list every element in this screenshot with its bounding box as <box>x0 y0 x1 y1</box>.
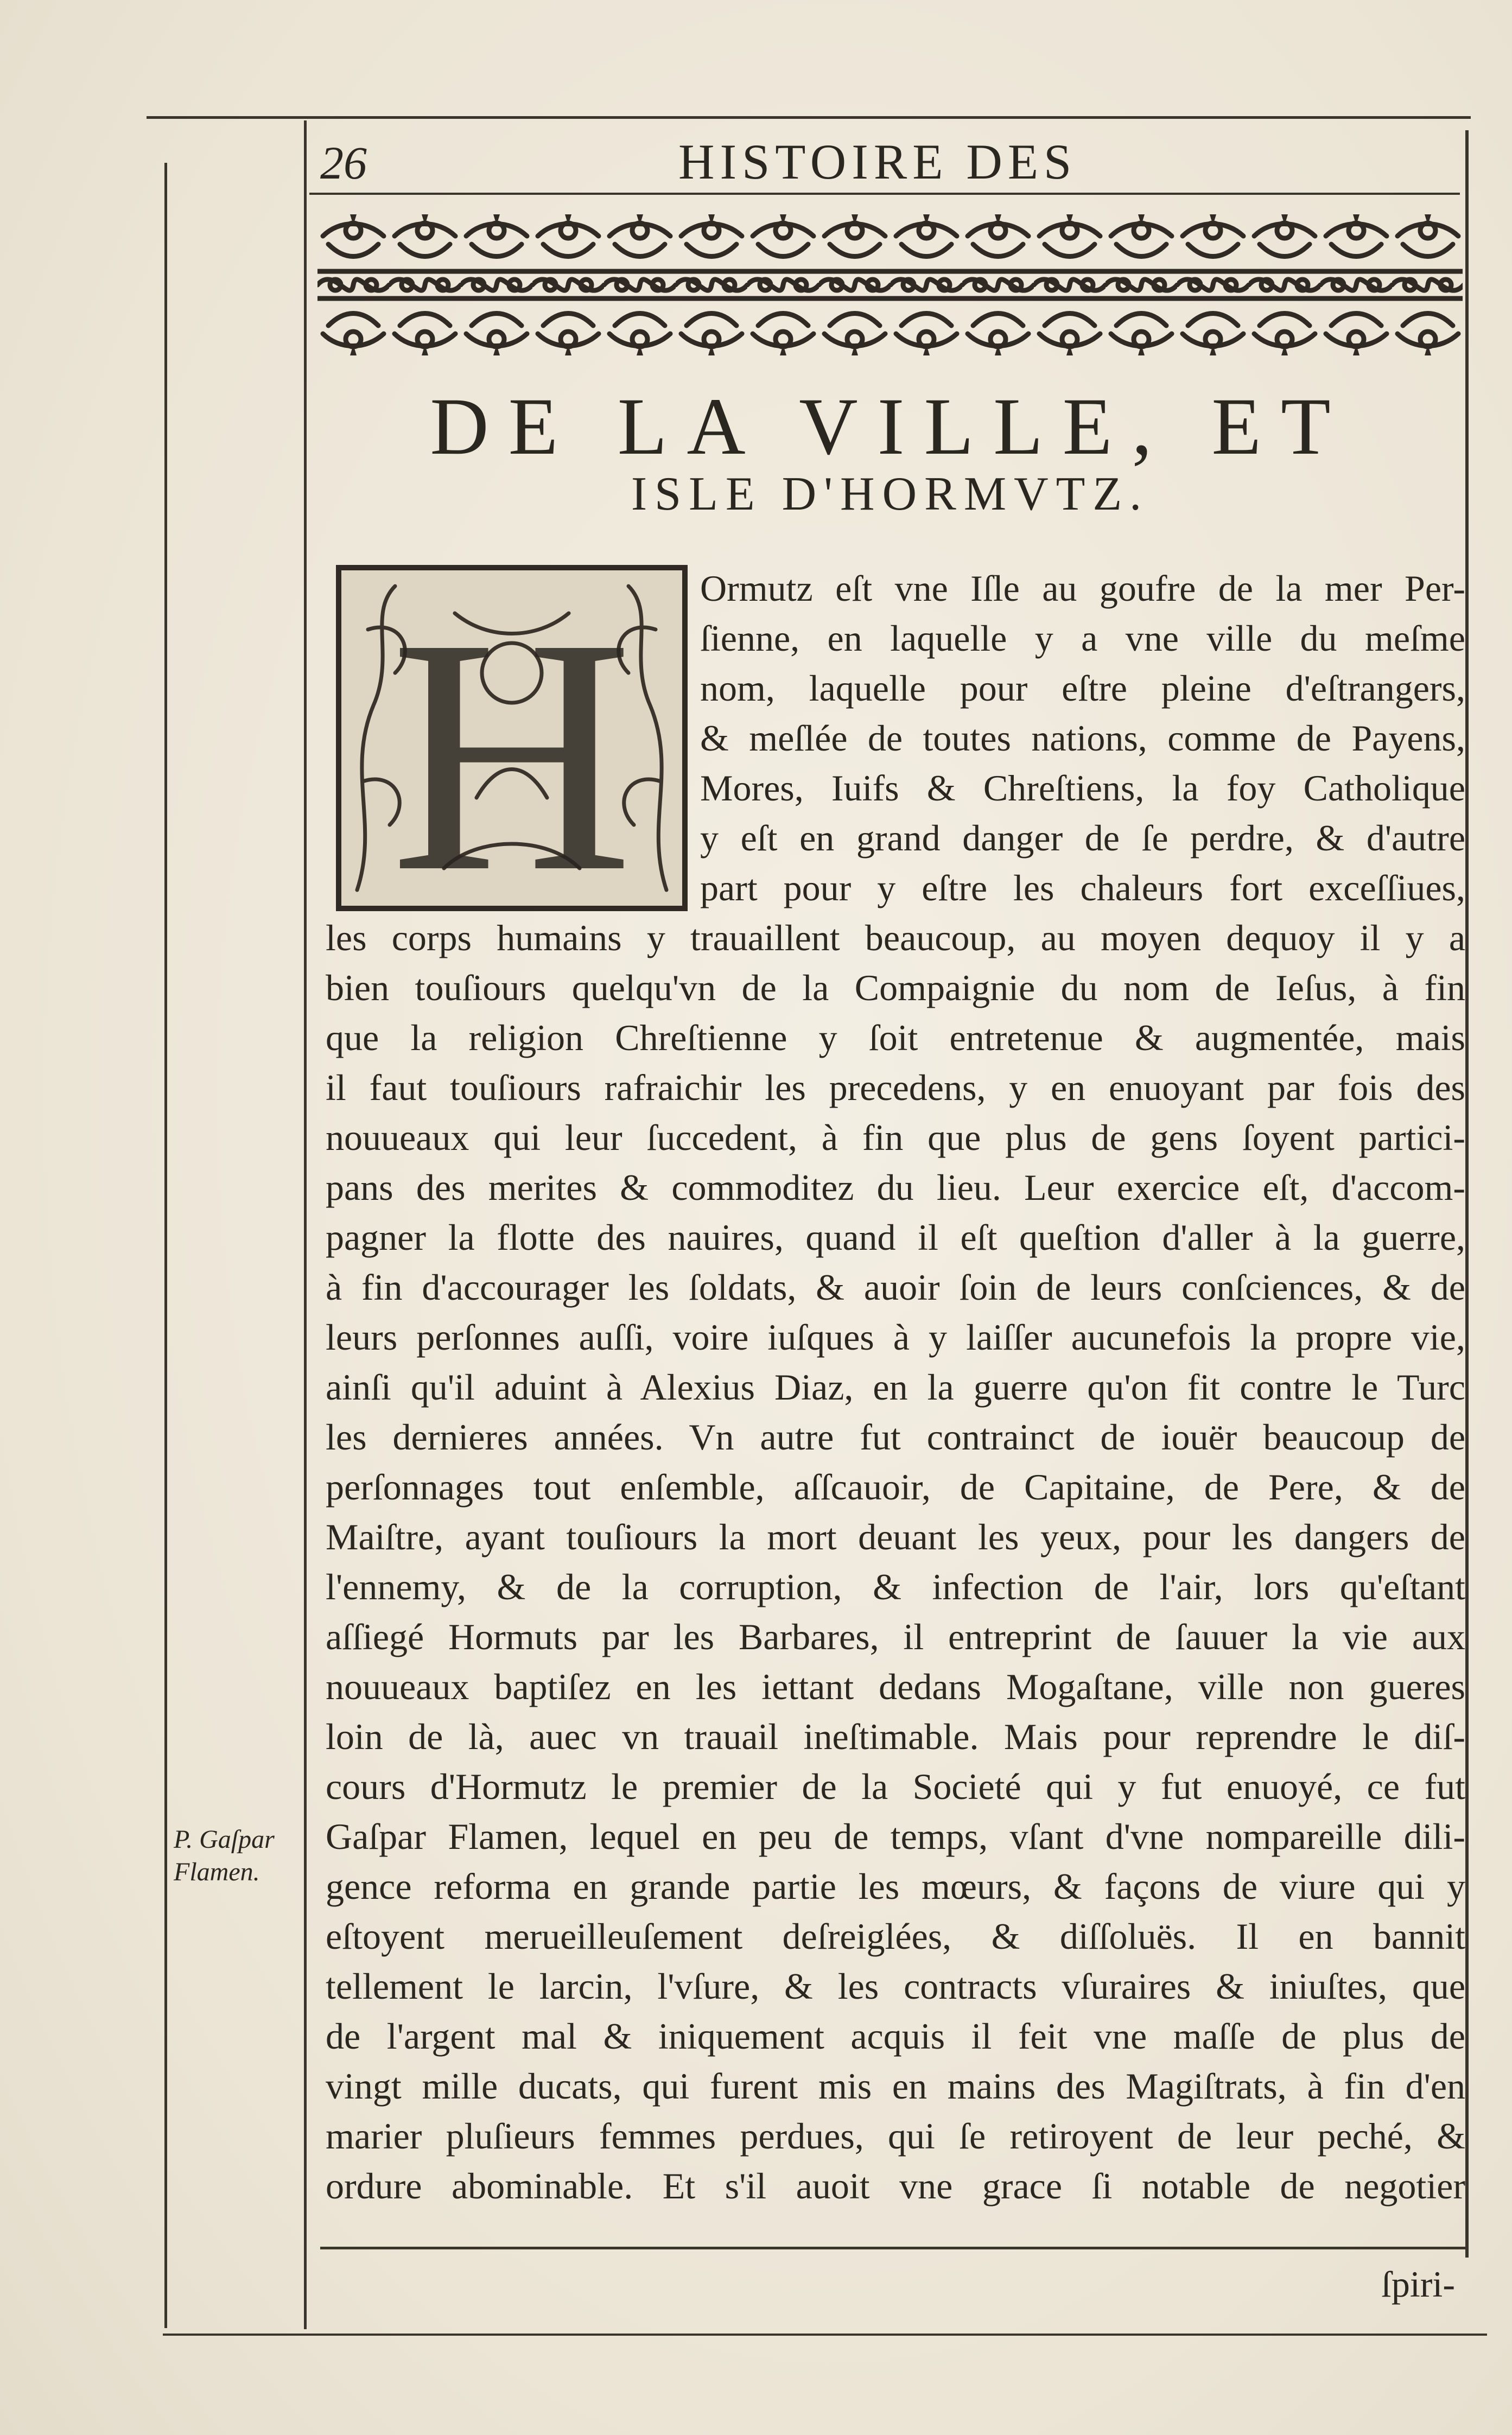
text-line: pans des merites & commoditez du lieu. Leur exercice eſt, d'accom- <box>326 1167 1465 1208</box>
text-line: cours d'Hormutz le premier de la Societé qui y fut enuoyé, ce fut <box>326 1766 1465 1807</box>
marginal-note <box>174 1823 275 1889</box>
text-line: Gaſpar Flamen, lequel en peu de temps, vſant d'vne nompareille dili- <box>326 1816 1465 1857</box>
text-line: les corps humains y trauaillent beaucoup, au moyen dequoy il y a <box>326 917 1465 958</box>
text-bottom-rule <box>320 2247 1465 2249</box>
text-line: les dernieres années. Vn autre fut contrainct de iouër beaucoup de <box>326 1416 1465 1458</box>
text-line: eſtoyent merueilleuſement deſreiglées, & diſſoluës. Il en bannit <box>326 1916 1465 1957</box>
text-line: il faut touſiours rafraichir les precedens, y en enuoyant par fois des <box>326 1067 1465 1108</box>
margin-left-rule <box>164 163 167 2328</box>
chapter-title: DE LA VILLE, ET <box>430 382 1350 472</box>
right-frame-rule <box>1465 130 1469 2258</box>
top-frame-rule <box>147 116 1471 119</box>
text-line: ordure abominable. Et s'il auoit vne grace ſi notable de negotier <box>326 2165 1465 2207</box>
text-line: aſſiegé Hormuts par les Barbares, il entreprint de ſauuer la vie aux <box>326 1616 1465 1657</box>
text-left-rule <box>304 120 307 2329</box>
headpiece-ornament <box>317 214 1463 355</box>
text-line: nom, laquelle pour eſtre pleine d'eſtrangers, <box>700 667 1465 709</box>
text-line: perſonnages tout enſemble, aſſcauoir, de Capitaine, de Pere, & de <box>326 1466 1465 1508</box>
text-line: marier pluſieurs femmes perdues, qui ſe retiroyent de leur peché, & <box>326 2115 1465 2157</box>
text-line: à fin d'accourager les ſoldats, & auoir ſoin de leurs conſciences, & de <box>326 1267 1465 1308</box>
text-line: vingt mille ducats, qui furent mis en mains des Magiſtrats, à fin d'en <box>326 2065 1465 2107</box>
text-line: y eſt en grand danger de ſe perdre, & d'autre <box>700 817 1465 859</box>
running-head: HISTOIRE DES <box>678 134 1077 189</box>
text-line: loin de là, auec vn trauail ineſtimable. Mais pour reprendre le diſ- <box>326 1716 1465 1757</box>
text-line: & meſlée de toutes nations, comme de Payens, <box>700 717 1465 759</box>
text-line: l'ennemy, & de la corruption, & infection de l'air, lors qu'eſtant <box>326 1566 1465 1607</box>
text-line: gence reforma en grande partie les mœurs, & façons de viure qui y <box>326 1866 1465 1907</box>
text-line: nouueaux qui leur ſuccedent, à fin que plus de gens ſoyent partici- <box>326 1117 1465 1158</box>
bottom-frame-rule <box>163 2334 1487 2336</box>
marginal-note-line: P. Gaſpar <box>174 1825 275 1854</box>
text-line: tellement le larcin, l'vſure, & les contracts vſuraires & iniuſtes, que <box>326 1966 1465 2007</box>
dropcap-letter: H <box>390 569 633 912</box>
text-line: Ormutz eſt vne Iſle au goufre de la mer Per- <box>700 568 1465 609</box>
header-rule <box>309 193 1460 195</box>
text-line: de l'argent mal & iniquement acquis il feit vne maſſe de plus de <box>326 2016 1465 2057</box>
text-line: ainſi qu'il aduint à Alexius Diaz, en la guerre qu'on fit contre le Turc <box>326 1366 1465 1408</box>
text-line: que la religion Chreſtienne y ſoit entretenue & augmentée, mais <box>326 1017 1465 1058</box>
text-line: pagner la flotte des nauires, quand il eſt queſtion d'aller à la guerre, <box>326 1217 1465 1258</box>
text-line: bien touſiours quelqu'vn de la Compaignie du nom de Ieſus, à fin <box>326 967 1465 1008</box>
page-number: 26 <box>320 137 367 189</box>
catchword: ſpiri- <box>1381 2264 1455 2305</box>
text-line: nouueaux baptiſez en les iettant dedans Mogaſtane, ville non gueres <box>326 1666 1465 1707</box>
text-line: Mores, Iuifs & Chreſtiens, la foy Catholique <box>700 767 1465 809</box>
decorated-initial <box>335 564 688 912</box>
text-line: part pour y eſtre les chaleurs fort exceſſiues, <box>700 867 1465 908</box>
text-line: leurs perſonnes auſſi, voire iuſques à y laiſſer aucunefois la propre vie, <box>326 1317 1465 1358</box>
chapter-subtitle: ISLE D'HORMVTZ. <box>631 468 1149 520</box>
text-line: Maiſtre, ayant touſiours la mort deuant les yeux, pour les dangers de <box>326 1516 1465 1557</box>
marginal-note-line: Flamen. <box>174 1858 260 1886</box>
text-line: ſienne, en laquelle y a vne ville du meſme <box>700 618 1465 659</box>
